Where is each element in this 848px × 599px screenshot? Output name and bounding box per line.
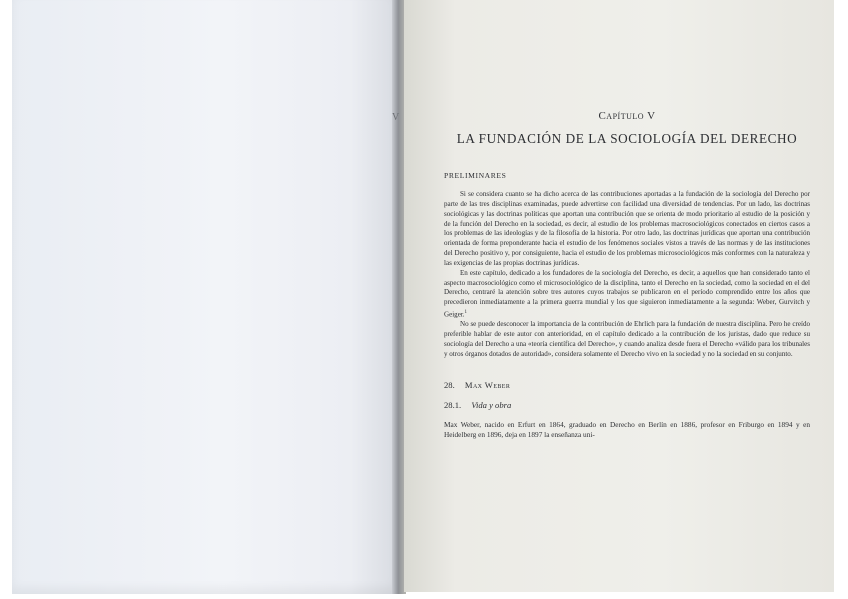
footnote-mark: 1 [464, 310, 468, 316]
left-page [12, 0, 396, 594]
paragraph-last [444, 420, 810, 441]
page-content [444, 100, 810, 448]
section-28-number: 28. [444, 379, 455, 390]
fold-marker: V [392, 112, 400, 123]
paragraph-3-text: No se puede desconocer la importancia de la contribución de Ehrlich para la fundación de nuestra disciplina. Pero he creído preferible hablar de este autor con anterioridad, en el capítulo dedicado a la contribución de los juristas, dado que reduce su sociología del Derecho a una «teoría científica del Derecho», y cuando analiza desde fuera el Derecho «válido para los tribunales y otros órganos dotados de autoridad», considera solamente el Derecho vivo en la sociedad y no la sociedad en su conjunto. [444, 320, 810, 358]
paragraph-2-text: En este capítulo, dedicado a los fundadores de la sociología del Derecho, es decir, a aquellos que han considerado tanto el aspecto macrosociológico como el microsociológico de la disciplina, tanto el Derecho en la sociedad, como la sociedad en el del Derecho, centraré la atención sobre tres autores cuyos trabajos se publicaron en el período comprendido entre los años que precedieron inmediatamente a la primera guerra mundial y los que siguieron inmediatamente a la segunda: Weber, Gurvitch y Geiger. [444, 268, 810, 319]
section-28-1-heading [444, 400, 810, 410]
paragraph-2 [444, 269, 810, 321]
paragraph-3 [444, 320, 810, 359]
paragraph-1-text: Si se considera cuanto se ha dicho acerca de las contribuciones aportadas a la fundación de la sociología del Derecho por parte de las tres disciplinas examinadas, puede advertirse con facilidad una diversidad de tendencias. Por un lado, las doctrinas sociológicas y las doctrinas políticas que aportan una contribución que se orienta de modo prioritario al estudio de la posición y de la función del Derecho en la sociedad, es decir, al estudio de los problemas macrosociológicos conectados en ciertos casos a los problemas de las ideologías y de la filosofía de la historia. Por otro lado, las doctrinas jurídicas que aportan una contribución orientada de forma preponderante hacia el estudio de los fenómenos sociales vistos a través de las normas y de las instituciones del Derecho positivo y, por consiguiente, hacia el estudio de los problemas microsociológicos más conformes con la naturaleza y las exigencias de las propias doctrinas jurídicas. [444, 190, 810, 267]
section-28-1-title: Vida y obra [471, 399, 512, 410]
paragraph-last-text: Max Weber, nacido en Erfurt en 1864, graduado en Derecho en Berlín en 1886, profesor en Friburgo en 1894 y en Heidelberg en 1896, deja en 1897 la enseñanza uni- [444, 419, 810, 440]
chapter-number: Capítulo V [598, 110, 656, 122]
section-heading: PRELIMINARES [444, 171, 507, 180]
paragraph-1 [444, 190, 810, 269]
section-28-name: Max Weber [464, 379, 511, 390]
section-28-heading [444, 380, 810, 390]
section-28-1-number: 28.1. [444, 399, 462, 410]
chapter-title: LA FUNDACIÓN DE LA SOCIOLOGÍA DEL DERECHO [456, 131, 798, 146]
